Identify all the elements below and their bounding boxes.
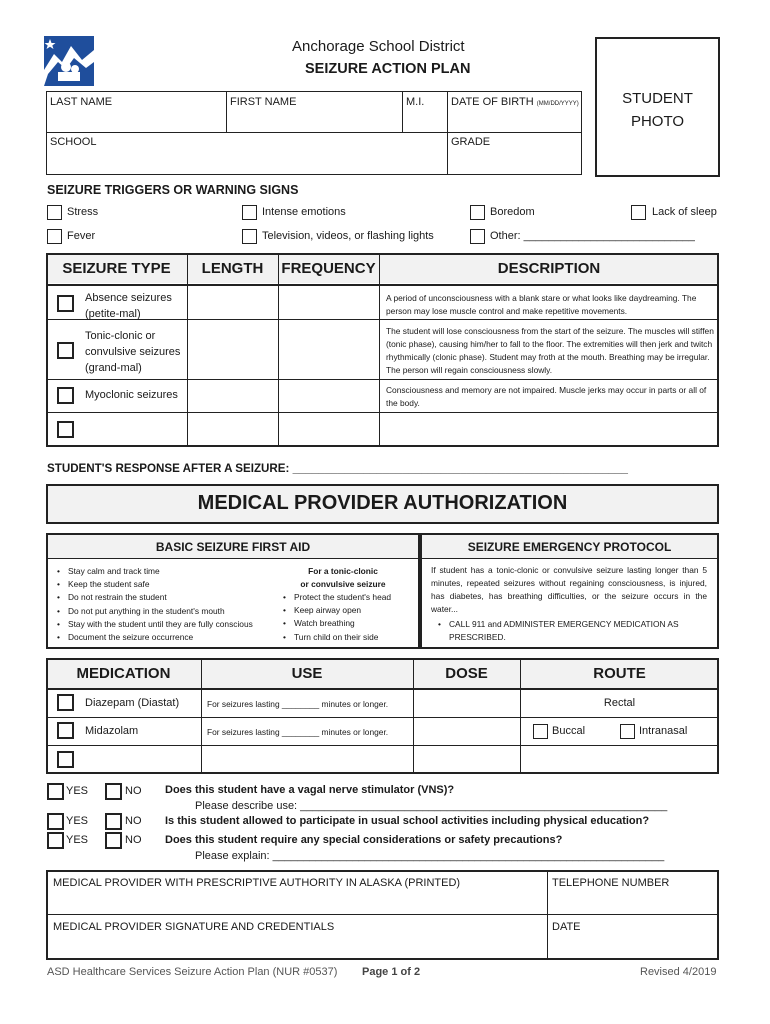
absence-description: A period of unconsciousness with a blank stare or what looks like daydreaming. The person may lose muscle control and make repetitive movements.	[386, 293, 697, 316]
student-photo-box[interactable]	[595, 37, 720, 177]
diazepam-route: Rectal	[603, 697, 636, 709]
student-response-field[interactable]: STUDENT'S RESPONSE AFTER A SEIZURE: ____________________________________________________	[47, 462, 628, 475]
tonic-item: • Watch breathing	[282, 617, 391, 630]
intranasal-label: Intranasal	[639, 725, 688, 737]
special-no-checkbox[interactable]	[105, 832, 122, 849]
fever-checkbox[interactable]	[47, 229, 62, 244]
television-checkbox[interactable]	[242, 229, 257, 244]
special-explain-field[interactable]: Please explain: ________________________________________________________________	[195, 850, 665, 862]
tonic-item: • Turn child on their side	[282, 631, 391, 644]
boredom-checkbox[interactable]	[470, 205, 485, 220]
vns-no-checkbox[interactable]	[105, 783, 122, 800]
first-aid-heading: BASIC SEIZURE FIRST AID	[155, 540, 311, 554]
col-use: USE	[291, 665, 323, 682]
activities-question: Is this student allowed to participate in usual school activities including physical education?	[165, 815, 650, 827]
myoclonic-description: Consciousness and memory are not impaired. Muscle jerks may occur in parts or all of the body.	[386, 385, 707, 408]
middle-initial-field[interactable]: M.I.	[406, 96, 425, 108]
vns-no-label: NO	[125, 785, 142, 797]
absence-checkbox[interactable]	[57, 295, 74, 312]
col-medication: MEDICATION	[76, 665, 171, 682]
fever-label: Fever	[67, 230, 96, 242]
buccal-checkbox[interactable]	[533, 724, 548, 739]
provider-phone-field[interactable]: TELEPHONE NUMBER	[552, 877, 670, 889]
footer-revised: Revised 4/2019	[640, 966, 717, 978]
special-no-label: NO	[125, 834, 142, 846]
vns-question: Does this student have a vagal nerve stimulator (VNS)?	[165, 784, 455, 796]
last-name-field[interactable]: LAST NAME	[50, 96, 113, 108]
midazolam-checkbox[interactable]	[57, 722, 74, 739]
other-medication-checkbox[interactable]	[57, 751, 74, 768]
diazepam-label: Diazepam (Diastat)	[85, 697, 180, 709]
school-field[interactable]: SCHOOL	[50, 136, 97, 148]
tonic-clonic-description: The student will lose consciousness from the start of the seizure. The muscles will stiffen (tonic phase), causing him/her to fall to the floor. The extremities will then jerk and twitch rhythmically (clonic phase). Student may froth at the mouth. Breathing may be irregular. The person will regain consciousness slowly.	[386, 326, 714, 375]
tonic-item: • Protect the student's head	[282, 591, 391, 604]
other-checkbox[interactable]	[470, 229, 485, 244]
footer-form-name: ASD Healthcare Services Seizure Action Plan (NUR #0537)	[47, 966, 338, 978]
intense-emotions-label: Intense emotions	[262, 206, 346, 218]
col-dose: DOSE	[445, 665, 488, 682]
first-aid-list	[56, 565, 253, 644]
tonic-item: • Keep airway open	[282, 604, 391, 617]
first-aid-item: • Do not restrain the student	[56, 591, 253, 604]
stress-checkbox[interactable]	[47, 205, 62, 220]
myoclonic-checkbox[interactable]	[57, 387, 74, 404]
col-length: LENGTH	[201, 260, 264, 277]
first-aid-item: • Stay calm and track time	[56, 565, 253, 578]
col-description: DESCRIPTION	[497, 260, 601, 277]
activities-no-checkbox[interactable]	[105, 813, 122, 830]
provider-signature-field[interactable]: MEDICAL PROVIDER SIGNATURE AND CREDENTIALS	[53, 921, 335, 933]
provider-date-field[interactable]: DATE	[552, 921, 581, 933]
special-yes-label: YES	[66, 834, 89, 846]
activities-no-label: NO	[125, 815, 142, 827]
vns-yes-label: YES	[66, 785, 89, 797]
other-trigger-field[interactable]: Other: ____________________________	[490, 230, 695, 242]
first-aid-item: • Document the seizure occurrence	[56, 631, 253, 644]
first-aid-item: • Do not put anything in the student's mouth	[56, 605, 253, 618]
vns-describe-field[interactable]: Please describe use: ____________________________________________________________	[195, 800, 668, 812]
first-aid-item: • Keep the student safe	[56, 578, 253, 591]
absence-type-label: Absence seizures (petite-mal)	[85, 292, 172, 320]
emergency-action: • CALL 911 and ADMINISTER EMERGENCY MEDICATION AS PRESCRIBED.	[437, 618, 707, 644]
col-seizure-type: SEIZURE TYPE	[62, 260, 171, 277]
col-route: ROUTE	[593, 665, 646, 682]
other-seizure-checkbox[interactable]	[57, 421, 74, 438]
stress-label: Stress	[67, 206, 99, 218]
special-question: Does this student require any special considerations or safety precautions?	[165, 834, 563, 846]
district-logo	[44, 36, 94, 86]
vns-yes-checkbox[interactable]	[47, 783, 64, 800]
activities-yes-label: YES	[66, 815, 89, 827]
myoclonic-type-label: Myoclonic seizures	[85, 389, 178, 401]
lack-of-sleep-checkbox[interactable]	[631, 205, 646, 220]
authorization-title: MEDICAL PROVIDER AUTHORIZATION	[197, 492, 568, 514]
diazepam-use-field[interactable]: For seizures lasting ________ minutes or longer.	[207, 699, 389, 709]
triggers-heading: SEIZURE TRIGGERS OR WARNING SIGNS	[47, 183, 299, 197]
lack-of-sleep-label: Lack of sleep	[652, 206, 717, 218]
col-frequency: FREQUENCY	[281, 260, 376, 277]
tonic-clonic-checkbox[interactable]	[57, 342, 74, 359]
tonic-clonic-type-label: Tonic-clonic or convulsive seizures (grand-mal)	[85, 330, 181, 374]
tonic-clonic-first-aid-heading: For a tonic-clonic or convulsive seizure	[300, 566, 386, 590]
form-title: SEIZURE ACTION PLAN	[305, 61, 471, 77]
tonic-clonic-first-aid-list	[282, 591, 391, 644]
television-label: Television, videos, or flashing lights	[262, 230, 434, 242]
midazolam-label: Midazolam	[85, 725, 139, 737]
grade-field[interactable]: GRADE	[451, 136, 491, 148]
buccal-label: Buccal	[552, 725, 586, 737]
emergency-protocol-list	[437, 618, 707, 644]
footer-page-number: Page 1 of 2	[362, 966, 421, 978]
emergency-protocol-text: If student has a tonic-clonic or convulsive seizure lasting longer than 5 minutes, repeated seizures without regaining consciousness, is injured, has diabetes, has breathing difficulties, or the seizure occurs in the water...	[431, 565, 707, 614]
first-name-field[interactable]: FIRST NAME	[230, 96, 297, 108]
district-name: Anchorage School District	[292, 38, 465, 55]
photo-label-line1: STUDENT	[622, 90, 693, 107]
intranasal-checkbox[interactable]	[620, 724, 635, 739]
provider-name-field[interactable]: MEDICAL PROVIDER WITH PRESCRIPTIVE AUTHORITY IN ALASKA (PRINTED)	[53, 877, 461, 889]
boredom-label: Boredom	[490, 206, 535, 218]
intense-emotions-checkbox[interactable]	[242, 205, 257, 220]
diazepam-checkbox[interactable]	[57, 694, 74, 711]
midazolam-use-field[interactable]: For seizures lasting ________ minutes or longer.	[207, 727, 389, 737]
photo-label-line2: PHOTO	[630, 113, 685, 130]
first-aid-item: • Stay with the student until they are fully conscious	[56, 618, 253, 631]
special-yes-checkbox[interactable]	[47, 832, 64, 849]
date-of-birth-field[interactable]: DATE OF BIRTH (MM/DD/YYYY)	[451, 96, 579, 108]
activities-yes-checkbox[interactable]	[47, 813, 64, 830]
emergency-protocol-heading: SEIZURE EMERGENCY PROTOCOL	[467, 540, 672, 554]
